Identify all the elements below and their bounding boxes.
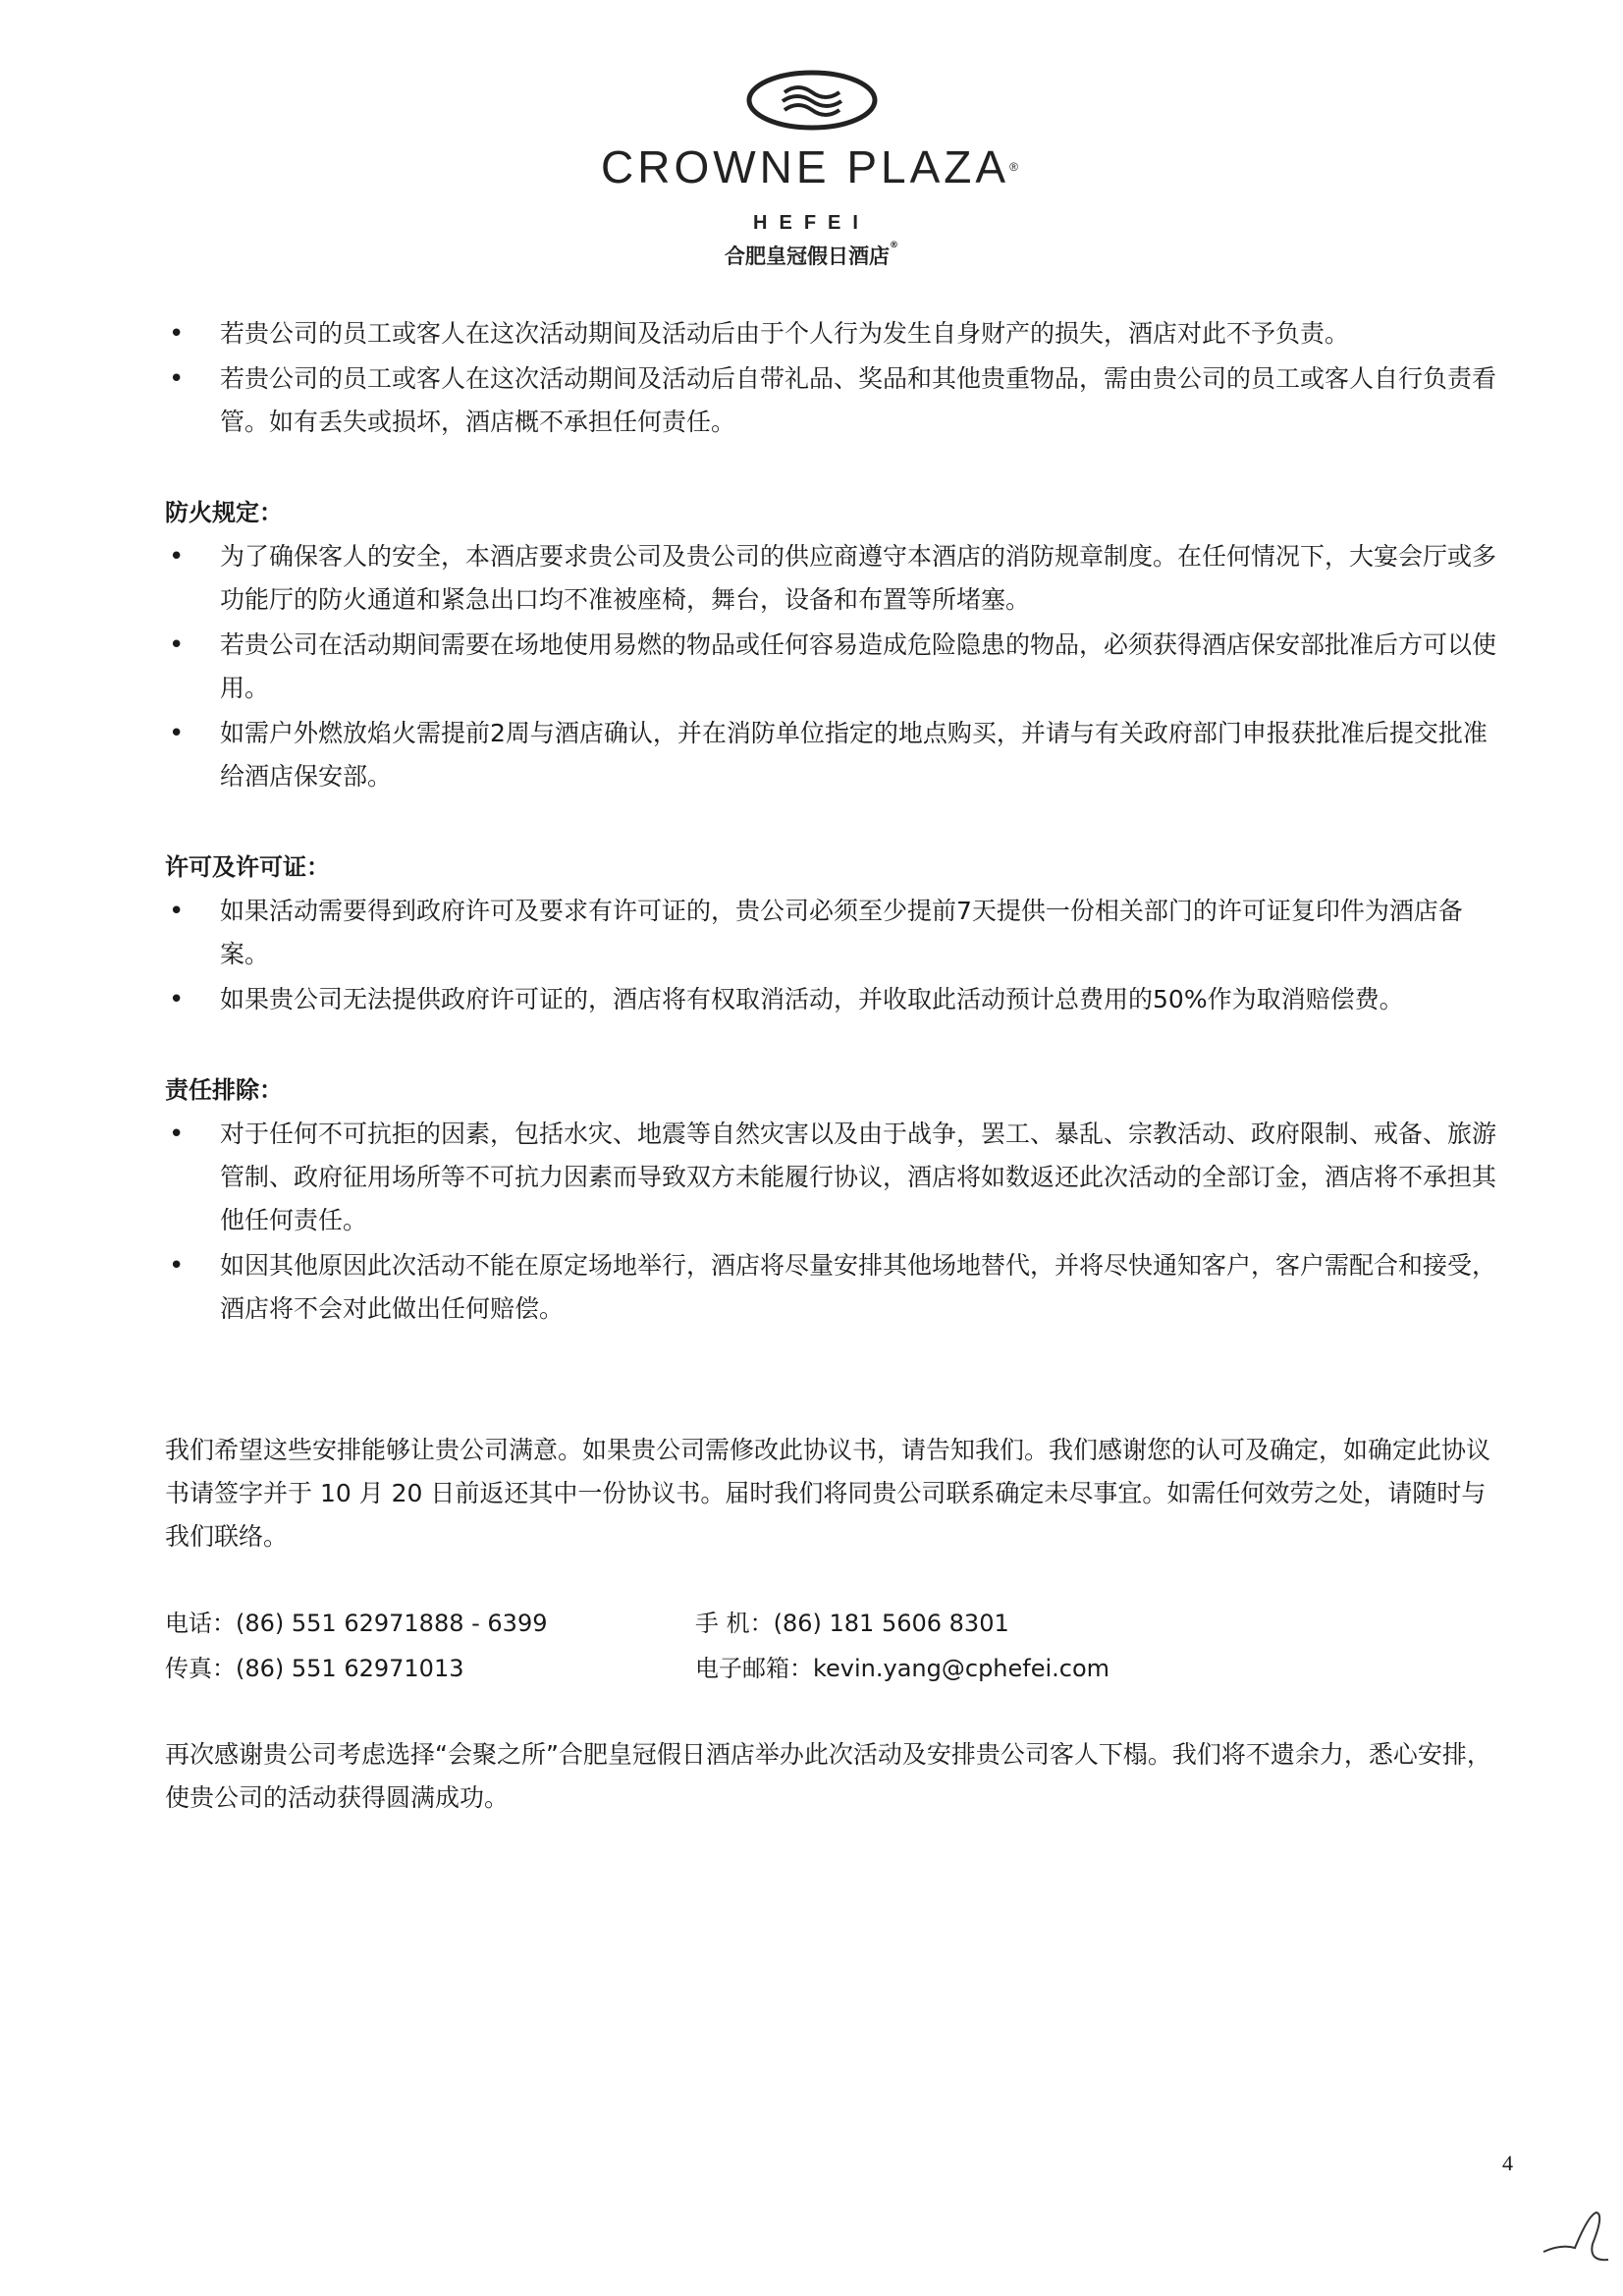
section-title-fire: 防火规定： bbox=[165, 499, 283, 526]
bullet-icon: • bbox=[169, 319, 185, 349]
section-title-permit: 许可及许可证： bbox=[165, 853, 330, 881]
bullet-icon: • bbox=[169, 719, 185, 748]
list-item: • 若贵公司在活动期间需要在场地使用易燃的物品或任何容易造成危险隐患的物品，必须获得酒店保安部批准后方可以使用。 bbox=[165, 624, 1500, 710]
fire-section bbox=[165, 493, 1500, 798]
phone-number: 电话：(86) 551 62971888 - 6399 bbox=[165, 1610, 548, 1637]
list-item: • 为了确保客人的安全，本酒店要求贵公司及贵公司的供应商遵守本酒店的消防规章制度。在任何情况下，大宴会厅或多功能厅的防火通道和紧急出口均不准被座椅，舞台，设备和布置等所堵塞。 bbox=[165, 535, 1500, 622]
bullet-icon: • bbox=[169, 1251, 185, 1281]
permit-section bbox=[165, 847, 1500, 1021]
bullet-icon: • bbox=[169, 897, 185, 926]
mobile-number: 手 机：(86) 181 5606 8301 bbox=[695, 1610, 1009, 1637]
list-item: • 如因其他原因此次活动不能在原定场地举行，酒店将尽量安排其他场地替代，并将尽快通知客户，客户需配合和接受，酒店将不会对此做出任何赔偿。 bbox=[165, 1244, 1500, 1331]
list-item: • 对于任何不可抗拒的因素，包括水灾、地震等自然灾害以及由于战争，罢工、暴乱、宗教活动、政府限制、戒备、旅游管制、政府征用场所等不可抗力因素而导致双方未能履行协议，酒店将如数返还此次活动的全部订金，酒店将不承担其他任何责任。 bbox=[165, 1113, 1500, 1242]
final-paragraph: 再次感谢贵公司考虑选择“会聚之所”合肥皇冠假日酒店举办此次活动及安排贵公司客人下榻。我们将不遗余力，悉心安排，使贵公司的活动获得圆满成功。 bbox=[165, 1740, 1491, 1812]
brand-name: CROWNE PLAZA® bbox=[601, 141, 1022, 192]
brand-city: HEFEI bbox=[753, 212, 870, 234]
bullet-icon: • bbox=[169, 542, 185, 572]
contact-block bbox=[165, 1604, 1500, 1688]
letterhead bbox=[0, 69, 1623, 270]
email-address[interactable]: 电子邮箱：kevin.yang@cphefei.com bbox=[695, 1655, 1110, 1682]
hotel-chinese-name: 合肥皇冠假日酒店® bbox=[725, 241, 898, 268]
list-item: • 如果活动需要得到政府许可及要求有许可证的，贵公司必须至少提前7天提供一份相关部门的许可证复印件为酒店备案。 bbox=[165, 890, 1500, 976]
crowne-plaza-logo-icon bbox=[743, 69, 881, 132]
bullet-icon: • bbox=[169, 364, 185, 394]
handwritten-initial-icon bbox=[1542, 2205, 1610, 2273]
bullet-icon: • bbox=[169, 985, 185, 1014]
fax-number: 传真：(86) 551 62971013 bbox=[165, 1655, 464, 1682]
list-item: • 如果贵公司无法提供政府许可证的，酒店将有权取消活动，并收取此活动预计总费用的50%作为取消赔偿费。 bbox=[165, 978, 1500, 1021]
page-number: 4 bbox=[1502, 2151, 1513, 2175]
closing-paragraph: 我们希望这些安排能够让贵公司满意。如果贵公司需修改此协议书，请告知我们。我们感谢您的认可及确定，如确定此协议书请签字并于 10 月 20 日前返还其中一份协议书。届时我们将同贵公司联系确定未尽事宜。如需任何效劳之处，请随时与我们联络。 bbox=[165, 1436, 1491, 1551]
section-title-liability: 责任排除： bbox=[165, 1076, 283, 1104]
intro-section bbox=[165, 312, 1500, 444]
list-item: • 若贵公司的员工或客人在这次活动期间及活动后由于个人行为发生自身财产的损失，酒店对此不予负责。 bbox=[165, 312, 1500, 355]
list-item: • 若贵公司的员工或客人在这次活动期间及活动后自带礼品、奖品和其他贵重物品，需由贵公司的员工或客人自行负责看管。如有丢失或损坏，酒店概不承担任何责任。 bbox=[165, 357, 1500, 444]
bullet-icon: • bbox=[169, 630, 185, 660]
liability-section bbox=[165, 1070, 1500, 1331]
list-item: • 如需户外燃放焰火需提前2周与酒店确认，并在消防单位指定的地点购买，并请与有关政府部门申报获批准后提交批准给酒店保安部。 bbox=[165, 712, 1500, 798]
bullet-icon: • bbox=[169, 1120, 185, 1149]
document-body bbox=[165, 312, 1500, 1820]
